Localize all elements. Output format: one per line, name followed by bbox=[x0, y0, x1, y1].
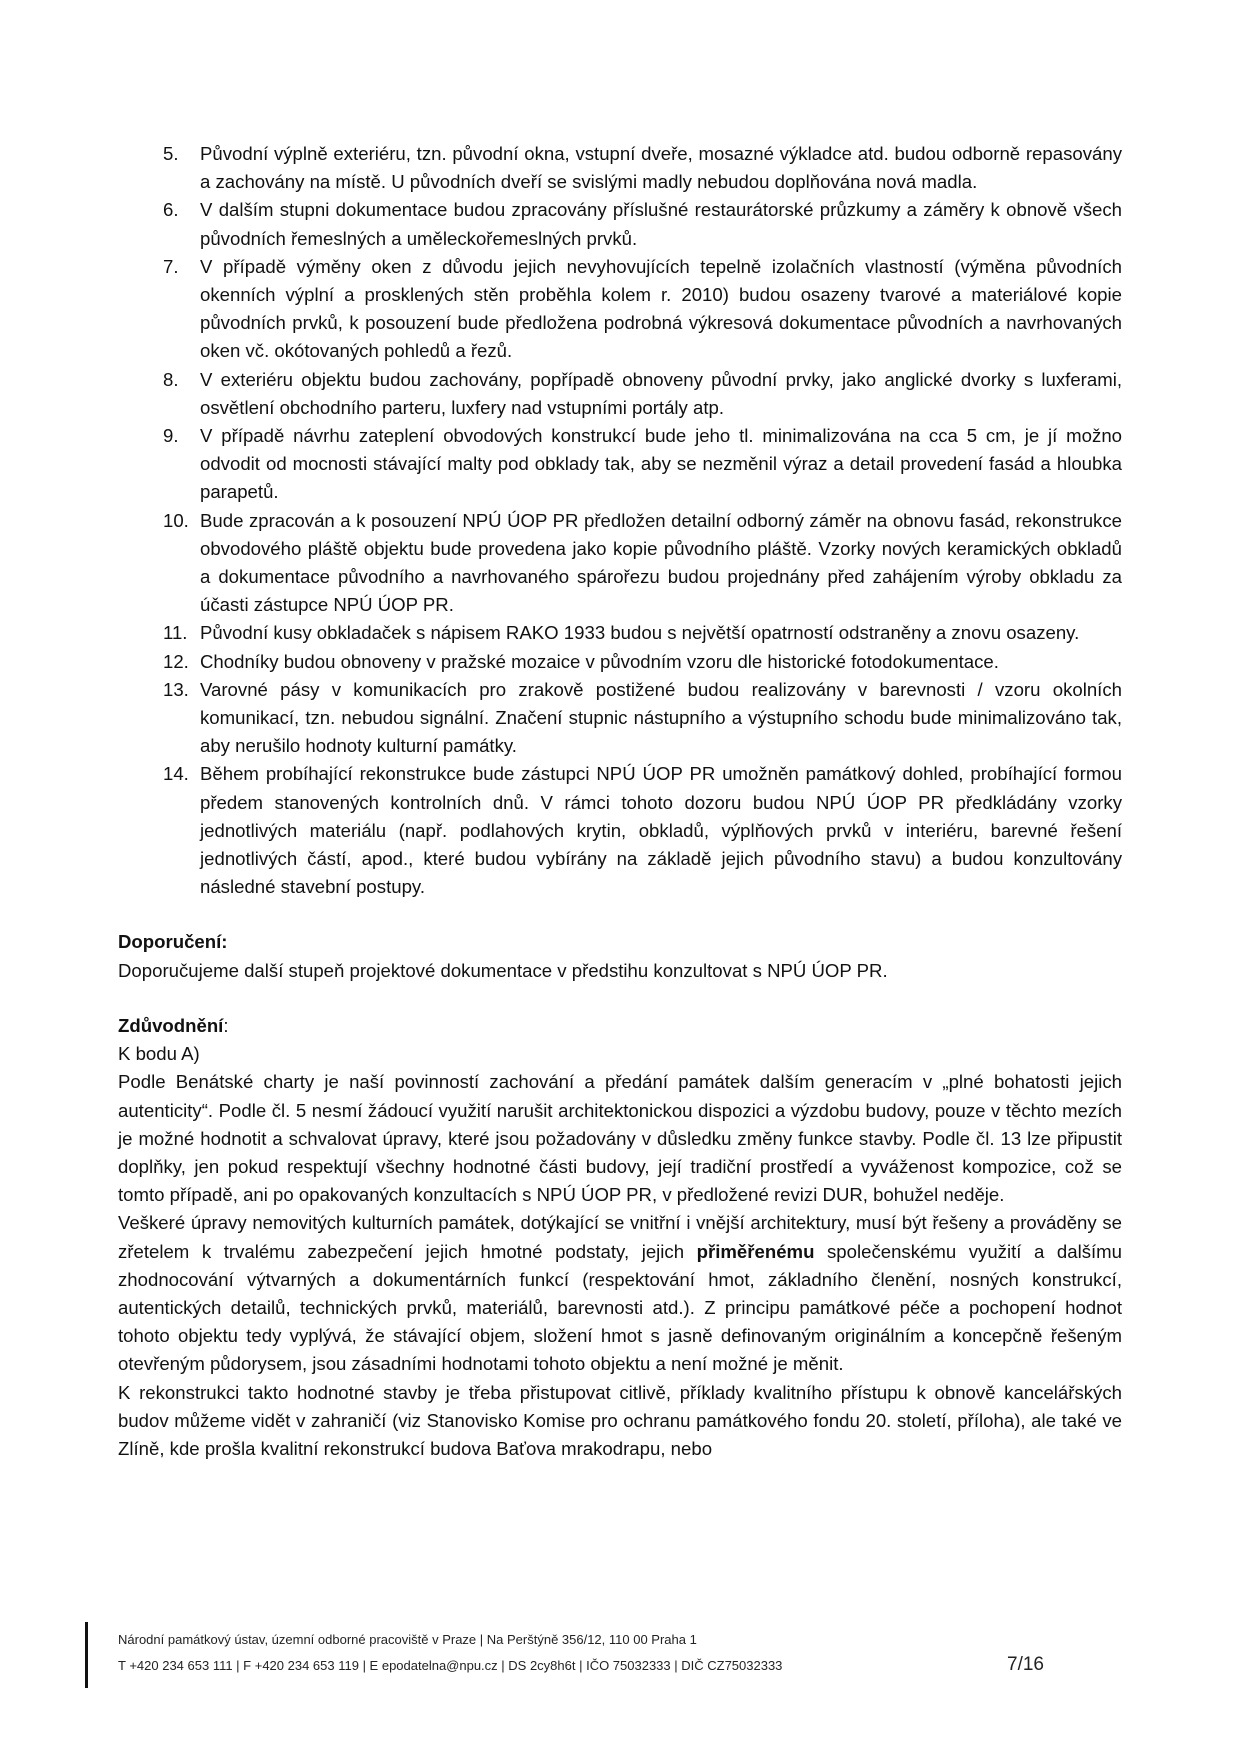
justification-paragraph: K rekonstrukci takto hodnotné stavby je třeba přistupovat citlivě, příklady kvalitního přístupu k obnově kancelářských budov můžeme vidět v zahraničí (viz Stanovisko Komise pro ochranu památkového fondu 20. století, příloha), ale také ve Zlíně, kde prošla kvalitní rekonstrukcí budova Baťova mrakodrapu, nebo bbox=[118, 1381, 1122, 1459]
justification-paragraph: Podle Benátské charty je naší povinností zachování a předání památek dalším generacím v „plné bohatosti jejich autenticity“. Podle čl. 5 nesmí žádoucí využití narušit architektonickou dispozici a výzdobu budovy, pouze v těchto mezích je možné hodnotit a schvalovat úpravy, které jsou požadovány v důsledku změny funkce stavby. Podle čl. 13 lze připustit doplňky, jen pokud respektují všechny hodnotné části budovy, její tradiční prostředí a vyváženost kompozice, což se tomto případě, ani po opakovaných konzultacích s NPÚ ÚOP PR, v předložené revizi DUR, bohužel neděje. bbox=[118, 1071, 1122, 1206]
page-footer bbox=[85, 1622, 1045, 1692]
heading-colon: : bbox=[223, 1014, 229, 1036]
item-text: V případě výměny oken z důvodu jejich nevyhovujících tepelně izolačních vlastností (výměna původních okenních výplní a prosklených stěn proběhla kolem r. 2010) budou osazeny tvarové a materiálové kopie původních prvků, k posouzení bude předložena podrobná výkresová dokumentace původních a navrhovaných oken vč. okótovaných pohledů a řezů. bbox=[200, 255, 1122, 362]
justification-paragraph bbox=[118, 1209, 1122, 1378]
item-number: 12. bbox=[163, 650, 189, 672]
footer-address: Národní památkový ústav, územní odborné pracoviště v Praze | Na Perštýně 356/12, 110 00 Praha 1 bbox=[118, 1632, 697, 1647]
justification-subheading: K bodu A) bbox=[118, 1043, 200, 1065]
item-number: 11. bbox=[163, 622, 188, 644]
item-text: V dalším stupni dokumentace budou zpracovány příslušné restaurátorské průzkumy a záměry k obnově všech původních řemeslných a uměleckořemeslných prvků. bbox=[200, 199, 1122, 249]
item-number: 13. bbox=[163, 678, 189, 700]
document-body bbox=[118, 140, 1122, 1463]
list-item bbox=[118, 619, 1122, 647]
item-number: 10. bbox=[163, 509, 189, 531]
justification-heading: Zdůvodnění bbox=[118, 1014, 224, 1036]
item-text: Chodníky budou obnoveny v pražské mozaice v původním vzoru dle historické fotodokumentace. bbox=[200, 650, 999, 672]
item-number: 6. bbox=[163, 199, 179, 221]
list-item bbox=[118, 253, 1122, 366]
recommendation-text: Doporučujeme další stupeň projektové dokumentace v předstihu konzultovat s NPÚ ÚOP PR. bbox=[118, 959, 888, 981]
recommendation-section bbox=[118, 928, 1122, 984]
item-text: V případě návrhu zateplení obvodových konstrukcí bude jeho tl. minimalizována na cca 5 cm, je jí možno odvodit od mocnosti stávající malty pod obklady tak, aby se nezměnil výraz a detail provedení fasád a hloubka parapetů. bbox=[200, 425, 1122, 503]
justification-heading-line bbox=[118, 1012, 1122, 1040]
item-text: Původní kusy obkladaček s nápisem RAKO 1933 budou s největší opatrností odstraněny a znovu osazeny. bbox=[200, 622, 1080, 644]
paragraph-text: Veškeré úpravy nemovitých kulturních památek, dotýkající se vnitřní i vnější architektury, musí být řešeny a prováděny se zřetelem k trvalému zabezpečení jejich hmotné podstaty, jejich bbox=[118, 1212, 1122, 1262]
list-item bbox=[118, 140, 1122, 196]
item-text: Varovné pásy v komunikacích pro zrakově postižené budou realizovány v barevnosti / vzoru okolních komunikací, tzn. nebudou signální. Značení stupnic nástupního a výstupního schodu bude minimalizováno tak, aby nerušilo hodnoty kulturní památky. bbox=[200, 678, 1122, 757]
justification-section bbox=[118, 1012, 1122, 1463]
list-item bbox=[118, 648, 1122, 676]
list-item bbox=[118, 760, 1122, 901]
item-number: 5. bbox=[163, 143, 179, 164]
list-item bbox=[118, 366, 1122, 422]
item-number: 14. bbox=[163, 763, 189, 785]
list-item bbox=[118, 196, 1122, 252]
footer-divider bbox=[85, 1622, 88, 1688]
page-number: 7/16 bbox=[1007, 1654, 1044, 1675]
list-item bbox=[118, 676, 1122, 761]
paragraph-text: společenskému využití a dalšímu zhodnocování výtvarných a dokumentárních funkcí (respektování hmot, základního členění, nosných konstrukcí, autentických detailů, technických prvků, materiálů, barevnosti atd.). Z principu památkové péče a pochopení hodnot tohoto objektu tedy vyplývá, že stávající objem, složení hmot s jasně definovaným originálním a koncepčně řešeným otevřeným půdorysem, jsou zásadními hodnotami tohoto objektu a není možné je měnit. bbox=[118, 1240, 1122, 1375]
item-text: Původní výplně exteriéru, tzn. původní okna, vstupní dveře, mosazné výkladce atd. budou odborně repasovány a zachovány na místě. U původních dveří se svislými madly nebudou doplňována nová madla. bbox=[200, 143, 1122, 193]
footer-contacts: T +420 234 653 111 | F +420 234 653 119 | E epodatelna@npu.cz | DS 2cy8h6t | IČO 75032333 | DIČ CZ75032333 bbox=[118, 1658, 783, 1673]
item-number: 7. bbox=[163, 255, 179, 277]
list-item bbox=[118, 507, 1122, 620]
list-item bbox=[118, 422, 1122, 507]
conditions-list bbox=[118, 140, 1122, 901]
emphasis-text: přiměřenému bbox=[696, 1240, 815, 1262]
item-number: 8. bbox=[163, 368, 179, 390]
item-text: V exteriéru objektu budou zachovány, popřípadě obnoveny původní prvky, jako anglické dvorky s luxferami, osvětlení obchodního parteru, luxfery nad vstupními portály atp. bbox=[200, 368, 1122, 418]
item-text: Bude zpracován a k posouzení NPÚ ÚOP PR předložen detailní odborný záměr na obnovu fasád, rekonstrukce obvodového pláště objektu bude provedena jako kopie původního pláště. Vzorky nových keramických obkladů a dokumentace původního a navrhovaného spárořezu budou projednány před zahájením výroby obkladu za účasti zástupce NPÚ ÚOP PR. bbox=[200, 509, 1122, 616]
recommendation-heading: Doporučení: bbox=[118, 931, 228, 953]
item-number: 9. bbox=[163, 425, 179, 447]
item-text: Během probíhající rekonstrukce bude zástupci NPÚ ÚOP PR umožněn památkový dohled, probíhající formou předem stanovených kontrolních dnů. V rámci tohoto dozoru budou NPÚ ÚOP PR předkládány vzorky jednotlivých materiálu (např. podlahových krytin, obkladů, výplňových prvků v interiéru, barevné řešení jednotlivých částí, apod., které budou vybírány na základě jejich původního stavu) a budou konzultovány následné stavební postupy. bbox=[200, 763, 1122, 898]
